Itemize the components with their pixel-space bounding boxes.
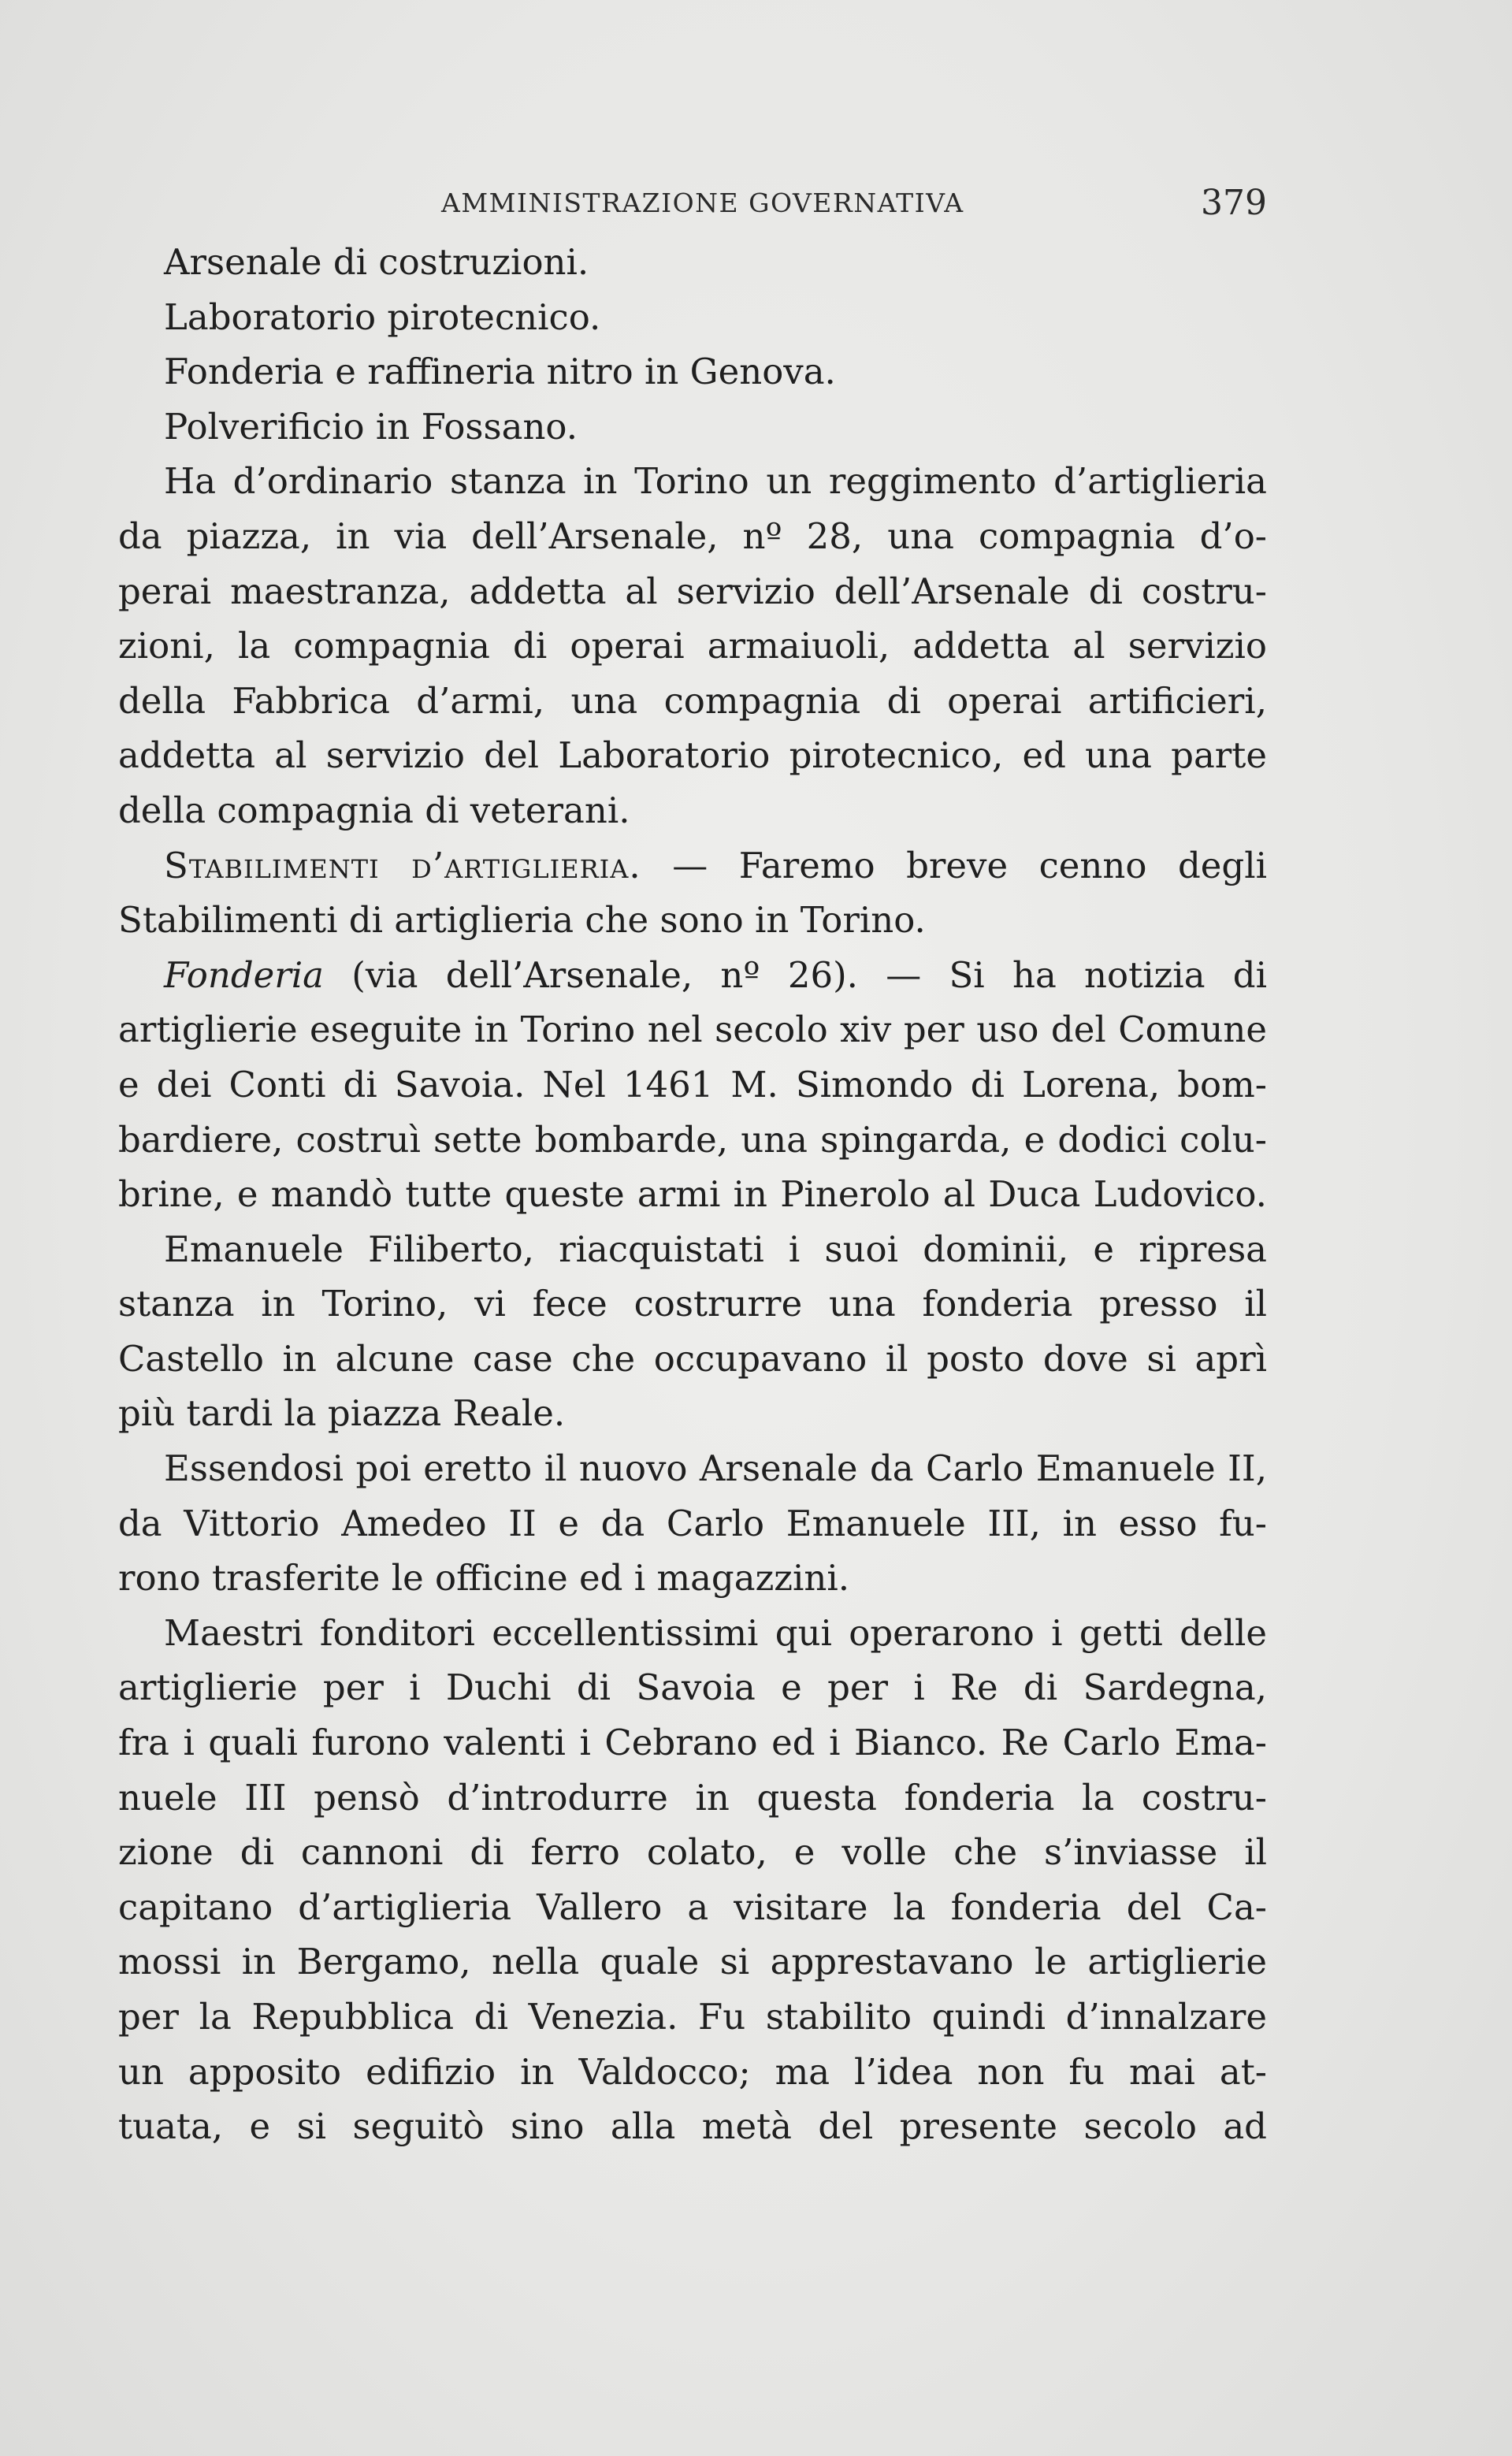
text-line: addetta al servizio del Laboratorio pirotecnico, ed una parte (118, 734, 1267, 777)
section-line (118, 838, 1267, 894)
text-line: zione di cannoni di ferro colato, e volle che s’inviasse il (118, 1831, 1267, 1874)
text-line: zioni, la compagnia di operai armaiuoli, addetta al servizio (118, 625, 1267, 667)
text-line: della Fabbrica d’armi, una compagnia di operai artificieri, (118, 679, 1267, 722)
subsection-line (118, 948, 1267, 1003)
text-line: fra i quali furono valenti i Cebrano ed i Bianco. Re Carlo Ema- (118, 1722, 1267, 1764)
list-item-fonderia-genova: Fonderia e raffineria nitro in Genova. (164, 351, 836, 393)
text-line: Stabilimenti di artiglieria che sono in Torino. (118, 899, 926, 942)
text-line: nuele III pensò d’introdurre in questa fonderia la costru- (118, 1776, 1267, 1819)
text-line: da piazza, in via dell’Arsenale, nº 28, una compagnia d’o- (118, 515, 1267, 557)
text-line: capitano d’artiglieria Vallero a visitare la fonderia del Ca- (118, 1886, 1267, 1928)
text-line: brine, e mandò tutte queste armi in Pinerolo al Duca Ludovico. (118, 1173, 1267, 1216)
text-line: Maestri fonditori eccellentissimi qui operarono i getti delle (164, 1611, 1267, 1654)
list-item-polverificio: Polverificio in Fossano. (164, 405, 578, 448)
text-line: mossi in Bergamo, nella quale si apprestavano le artiglierie (118, 1941, 1267, 1983)
subsection-intro: (via dell’Arsenale, nº 26). — Si ha notizia di (324, 953, 1267, 996)
text-line: artiglierie per i Duchi di Savoia e per i Re di Sardegna, (118, 1666, 1267, 1709)
list-item-laboratorio: Laboratorio pirotecnico. (164, 295, 601, 338)
text-line: più tardi la piazza Reale. (118, 1392, 566, 1435)
text-line: stanza in Torino, vi fece costrurre una fonderia presso il (118, 1283, 1267, 1325)
list-item-arsenale: Arsenale di costruzioni. (164, 241, 589, 283)
body-text (118, 235, 1267, 2154)
text-line: Emanuele Filiberto, riacquistati i suoi dominii, e ripresa (164, 1228, 1267, 1270)
text-line: tuata, e si seguitò sino alla metà del presente secolo ad (118, 2105, 1267, 2148)
text-line: e dei Conti di Savoia. Nel 1461 M. Simondo di Lorena, bom- (118, 1063, 1267, 1105)
text-line: rono trasferite le officine ed i magazzini. (118, 1557, 850, 1600)
text-line: per la Repubblica di Venezia. Fu stabilito quindi d’innalzare (118, 1996, 1267, 2038)
page-header (118, 183, 1267, 230)
text-line: Castello in alcune case che occupavano il posto dove si aprì (118, 1337, 1267, 1380)
subsection-heading: Fonderia (164, 953, 325, 996)
running-head: AMMINISTRAZIONE GOVERNATIVA (441, 188, 964, 218)
text-line: perai maestranza, addetta al servizio dell’Arsenale di costru- (118, 570, 1267, 612)
text-line: della compagnia di veterani. (118, 789, 630, 831)
text-line: Essendosi poi eretto il nuovo Arsenale da Carlo Emanuele II, (164, 1447, 1267, 1490)
section-heading: Stabilimenti d’artiglieria. (164, 844, 641, 886)
page-number: 379 (1201, 183, 1267, 223)
text-line: Ha d’ordinario stanza in Torino un reggimento d’artiglieria (164, 460, 1267, 503)
text-line: un apposito edifizio in Valdocco; ma l’idea non fu mai at- (118, 2050, 1267, 2093)
text-line: da Vittorio Amedeo II e da Carlo Emanuele III, in esso fu- (118, 1502, 1267, 1544)
text-line: artiglierie eseguite in Torino nel secolo xiv per uso del Comune (118, 1009, 1267, 1051)
section-intro: — Faremo breve cenno degli (641, 844, 1268, 886)
text-line: bardiere, costruì sette bombarde, una spingarda, e dodici colu- (118, 1118, 1267, 1161)
